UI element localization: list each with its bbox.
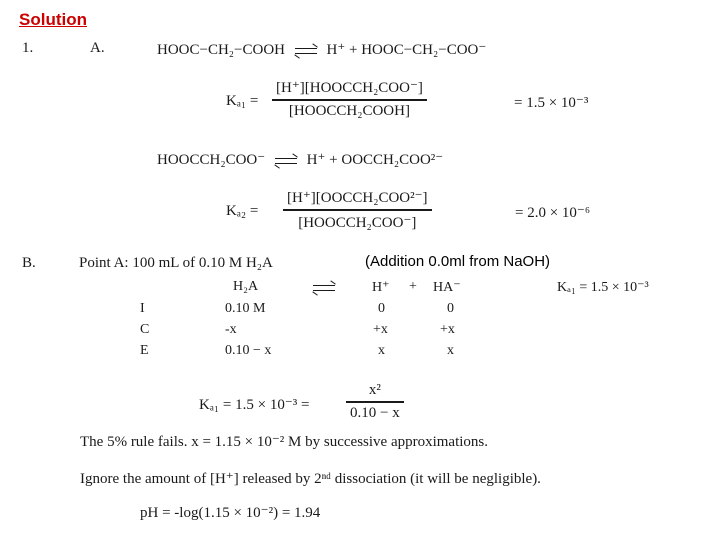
point-a-text: Point A: 100 mL of 0.10 M H₂A [79, 255, 273, 271]
question-number: 1. [22, 40, 34, 56]
ice-cell-h2a: -x [225, 322, 237, 337]
ice-cell-h2a: 0.10 − x [225, 343, 272, 358]
equilibrium-arrow-icon [295, 46, 317, 56]
ice-ka1-side: Kₐ₁ = 1.5 × 10⁻³ [557, 280, 649, 295]
ka1-lhs: Kₐ₁ = [226, 93, 259, 109]
ka1-fraction [272, 78, 427, 120]
ka2-lhs: Kₐ₂ = [226, 203, 259, 219]
ice-cell-ha: x [447, 343, 454, 358]
fraction-bar [346, 401, 404, 403]
ka2-value: = 2.0 × 10⁻⁶ [515, 205, 591, 221]
ice-row-label: I [140, 301, 145, 316]
ice-header-h2a: H₂A [233, 279, 259, 294]
ka1-expr-lhs: Kₐ₁ = 1.5 × 10⁻³ = [199, 397, 310, 413]
naoh-note: (Addition 0.0ml from NaOH) [365, 253, 551, 270]
five-percent-rule-line: The 5% rule fails. x = 1.15 × 10⁻² M by successive approximations. [80, 434, 489, 450]
ice-cell-h: 0 [378, 301, 385, 316]
equilibrium-eq-1 [157, 40, 486, 59]
ignore-dissociation-line: Ignore the amount of [H⁺] released by 2ⁿᵈ dissociation (it will be negligible). [80, 471, 541, 487]
ka1-expr-denominator: 0.10 − x [350, 404, 400, 421]
ka1-value: = 1.5 × 10⁻³ [514, 95, 589, 111]
ka1-denominator: [HOOCCH₂COOH] [288, 102, 410, 119]
ice-header-ha: HA⁻ [433, 280, 461, 295]
ice-row-label: C [140, 322, 150, 337]
ka1-numerator: [H⁺][HOOCCH₂COO⁻] [276, 80, 423, 96]
eq1-left: HOOC−CH₂−COOH [157, 42, 285, 58]
ice-row-label: E [140, 343, 149, 358]
ice-cell-h: +x [373, 322, 388, 337]
ice-cell-h2a: 0.10 M [225, 301, 266, 316]
ka1-expr-numerator: x² [368, 382, 381, 398]
equilibrium-eq-2 [157, 150, 443, 169]
ice-header-arrow [313, 280, 335, 296]
equilibrium-arrow-icon [275, 156, 297, 166]
ka1-expr-fraction [346, 382, 404, 422]
part-b-label: B. [22, 255, 36, 271]
eq1-right: H⁺ + HOOC−CH₂−COO⁻ [326, 42, 487, 58]
ph-result-line: pH = -log(1.15 × 10⁻²) = 1.94 [140, 505, 321, 521]
equilibrium-arrow-icon [313, 283, 335, 293]
ka2-fraction [283, 188, 432, 232]
ka2-numerator: [H⁺][OOCCH₂COO²⁻] [287, 190, 428, 206]
fraction-bar [272, 99, 427, 101]
ice-cell-h: x [378, 343, 385, 358]
ice-header-plus: + [409, 279, 417, 294]
ka2-denominator: [HOOCCH₂COO⁻] [298, 214, 417, 231]
fraction-bar [283, 209, 432, 211]
ice-header-h: H⁺ [372, 280, 390, 295]
solution-heading: Solution [19, 10, 87, 29]
eq2-right: H⁺ + OOCCH₂COO²⁻ [306, 152, 444, 168]
part-a-label: A. [90, 40, 105, 56]
eq2-left: HOOCCH₂COO⁻ [157, 152, 266, 168]
ice-cell-ha: +x [440, 322, 455, 337]
ice-cell-ha: 0 [447, 301, 454, 316]
